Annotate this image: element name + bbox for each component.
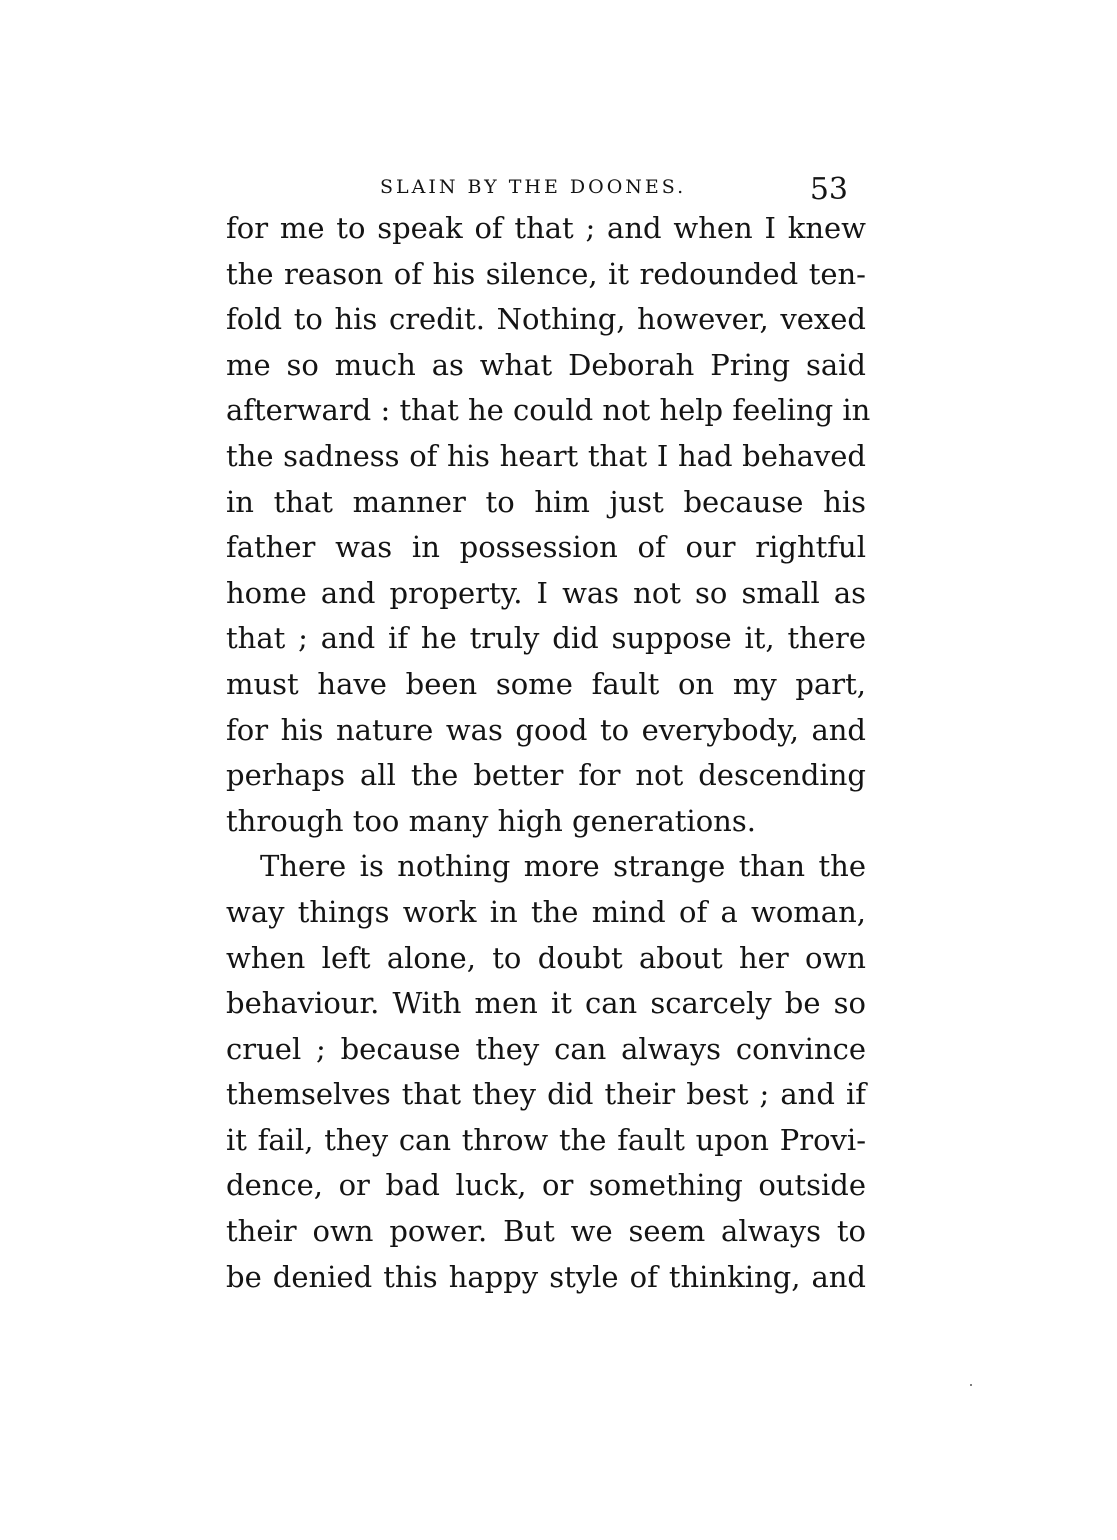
text-line: perhaps all the better for not descending — [226, 758, 866, 793]
text-line: be denied this happy style of thinking, and — [226, 1259, 866, 1294]
text-line: in that manner to him just because his — [226, 484, 866, 519]
text-line: for his nature was good to everybody, and — [226, 712, 866, 747]
text-line: themselves that they did their best ; and if — [226, 1077, 866, 1112]
text-line: There is nothing more strange than the — [260, 849, 866, 884]
text-line: behaviour. With men it can scarcely be so — [226, 986, 866, 1021]
text-line: way things work in the mind of a woman, — [226, 894, 866, 929]
paragraph-2 — [226, 844, 866, 1300]
body-text — [226, 206, 871, 1300]
text-line: when left alone, to doubt about her own — [226, 940, 866, 975]
paragraph-1 — [226, 206, 871, 844]
text-line: the reason of his silence, it redounded ten- — [226, 256, 866, 291]
text-line: home and property. I was not so small as — [226, 575, 866, 610]
page-number: 53 — [809, 172, 848, 207]
text-line: it fail, they can throw the fault upon Provi- — [226, 1122, 866, 1157]
text-line: me so much as what Deborah Pring said — [226, 347, 866, 382]
ink-speck — [970, 1384, 972, 1386]
text-line: that ; and if he truly did suppose it, there — [226, 621, 866, 656]
text-line: through too many high generations. — [226, 803, 756, 838]
text-line: dence, or bad luck, or something outside — [226, 1168, 866, 1203]
text-line: must have been some fault on my part, — [226, 666, 866, 701]
text-line: father was in possession of our rightful — [226, 530, 866, 565]
text-line: for me to speak of that ; and when I knew — [226, 211, 866, 245]
text-line: their own power. But we seem always to — [226, 1214, 866, 1249]
text-line: the sadness of his heart that I had behaved — [226, 438, 866, 473]
running-title: SLAIN BY THE DOONES. — [380, 176, 687, 198]
text-line: afterward : that he could not help feeling in — [226, 393, 871, 428]
text-line: fold to his credit. Nothing, however, vexed — [226, 302, 866, 337]
text-line: cruel ; because they can always convince — [226, 1031, 866, 1066]
